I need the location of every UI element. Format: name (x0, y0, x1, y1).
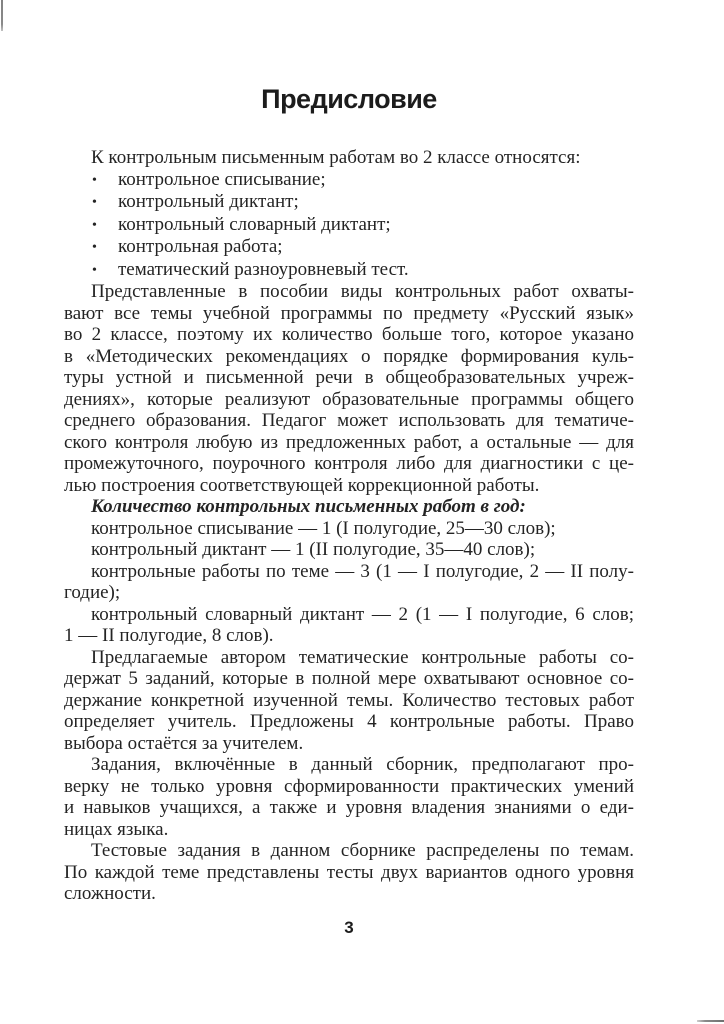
list-item (64, 191, 634, 214)
bullet-icon: • (92, 195, 97, 210)
text-line: ского контроля любую из предложенных работ, а остальные — для (64, 431, 634, 453)
list-item-text: контрольное списывание; (118, 168, 326, 190)
bullet-list (64, 169, 634, 282)
paragraph-tasks (64, 754, 634, 840)
text-line: Предлагаемые автором тематические контрольные работы со- (91, 646, 634, 668)
paragraph-author-works (64, 647, 634, 755)
text-line: лью построения соответствующей коррекционной работы. (64, 474, 540, 496)
list-item (64, 236, 634, 259)
text-line: контрольное списывание — 1 (I полугодие, 25—30 слов); (91, 517, 556, 539)
page-title: Предисловие (261, 84, 437, 114)
bullet-icon: • (92, 172, 97, 188)
text-line: и навыков учащихся, а также и уровня владения знаниями о еди- (64, 797, 634, 818)
intro-line: К контрольным письменным работам во 2 классе относятся: (91, 147, 581, 168)
list-item (64, 259, 634, 282)
text-line: контрольный словарный диктант — 2 (1 — I полугодие, 6 слов; (91, 603, 634, 625)
scan-artifact-bottom-right (697, 1020, 724, 1022)
bullet-icon: • (92, 217, 97, 233)
text-line: контрольный диктант — 1 (II полугодие, 35—40 слов); (91, 539, 536, 560)
section-counts (64, 496, 634, 647)
text-line: верку не только уровня сформированности практических умений (64, 775, 634, 797)
text-line: промежуточного, поурочного контроля либо для диагностики с це- (64, 453, 634, 474)
text-line: во 2 классе, поэтому их количество больше того, которое указано (64, 324, 634, 345)
list-item (64, 169, 634, 192)
text-line: дениях», которые реализуют образовательные программы общего (64, 388, 634, 410)
bullet-icon: • (92, 262, 97, 278)
text-line: По каждой теме представлены тесты двух вариантов одного уровня (64, 861, 634, 883)
text-line: определяет учитель. Предложены 4 контрольные работы. Право (64, 711, 634, 732)
text-line: держат 5 заданий, которые в полной мере охватывают основное со- (64, 668, 634, 689)
paragraph-overview (64, 281, 634, 496)
text-line: ницах языка. (64, 818, 169, 840)
text-line: Задания, включённые в данный сборник, предполагают про- (91, 754, 634, 775)
text-line: в «Методических рекомендациях о порядке формирования куль- (64, 345, 634, 367)
text-line: сложности. (64, 883, 156, 904)
list-item-text: тематический разноуровневый тест. (118, 258, 409, 280)
list-item-text: контрольная работа; (118, 236, 283, 257)
text-line: Тестовые задания в данном сборнике распределены по темам. (91, 840, 634, 861)
list-item-text: контрольный диктант; (118, 191, 299, 212)
text-line: держание конкретной изученной темы. Количество тестовых работ (64, 689, 634, 711)
list-item-text: контрольный словарный диктант; (118, 213, 391, 235)
scan-artifact-top-left (1, 0, 3, 31)
text-line: 1 — II полугодие, 8 слов). (64, 625, 274, 646)
text-line: вают все темы учебной программы по предмету «Русский язык» (64, 302, 634, 324)
paragraph-tests (64, 840, 634, 905)
page-number: 3 (344, 918, 354, 937)
text-line: контрольные работы по теме — 3 (1 — I полугодие, 2 — II полу- (91, 560, 634, 582)
text-line: туры устной и письменной речи в общеобразовательных учреж- (64, 367, 634, 388)
counts-heading: Количество контрольных письменных работ в год: (91, 496, 526, 517)
body-text (64, 147, 634, 905)
bullet-icon: • (92, 240, 97, 255)
text-line: Представленные в пособии виды контрольных работ охваты- (91, 281, 634, 302)
text-line: среднего образования. Педагог может использовать для тематиче- (64, 410, 634, 431)
text-line: годие); (64, 582, 121, 603)
list-item (64, 214, 634, 237)
text-line: выбора остаётся за учителем. (64, 732, 304, 754)
